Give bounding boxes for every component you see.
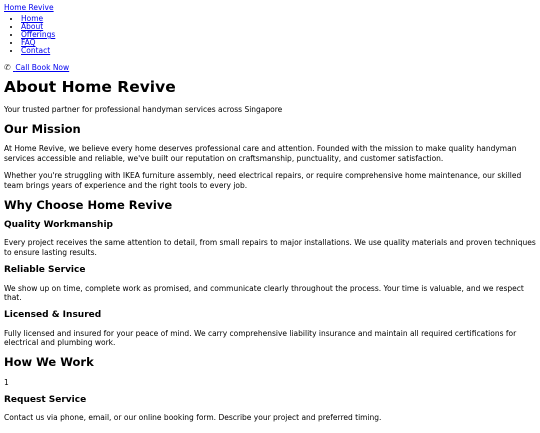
step-number: 1 bbox=[4, 377, 9, 387]
nav-item-offerings bbox=[21, 31, 536, 39]
why-item-title: Licensed & Insured bbox=[4, 310, 102, 321]
nav-link-about[interactable]: About bbox=[21, 22, 44, 31]
step-title: Request Service bbox=[4, 394, 87, 405]
call-book-now-label: Call Book Now bbox=[15, 63, 70, 72]
brand-link[interactable]: Home Revive bbox=[4, 3, 54, 12]
cta-row bbox=[4, 63, 536, 72]
call-book-now-link[interactable] bbox=[4, 63, 69, 72]
nav-link-contact[interactable]: Contact bbox=[21, 46, 51, 55]
nav-item-contact bbox=[21, 47, 536, 55]
why-item-text: Every project receives the same attention to detail, from small repairs to major installations. We use quality materials and proven techniques to ensure lasting results. bbox=[4, 238, 536, 257]
why-item-text: We show up on time, complete work as promised, and communicate clearly throughout the process. Your time is valuable, and we respect that. bbox=[4, 283, 524, 302]
nav-item-faq bbox=[21, 39, 536, 47]
why-item-text: Fully licensed and insured for your peace of mind. We carry comprehensive liability insurance and maintain all required certifications for electrical and plumbing work. bbox=[4, 328, 517, 348]
nav-link-home[interactable]: Home bbox=[21, 14, 44, 23]
page-title: About Home Revive bbox=[4, 78, 176, 96]
why-heading: Why Choose Home Revive bbox=[4, 197, 173, 212]
page-subtitle: Your trusted partner for professional handyman services across Singapore bbox=[4, 104, 283, 114]
why-item-title: Reliable Service bbox=[4, 265, 86, 276]
why-item-title: Quality Workmanship bbox=[4, 220, 113, 231]
site-header bbox=[4, 3, 536, 72]
mission-paragraph-2: Whether you're struggling with IKEA furniture assembly, need electrical repairs, or require comprehensive home maintenance, our skilled team brings years of experience and the right tools to every job. bbox=[4, 171, 522, 190]
nav-item-home bbox=[21, 15, 536, 23]
nav-link-faq[interactable]: FAQ bbox=[21, 38, 36, 47]
nav-link-offerings[interactable]: Offerings bbox=[21, 30, 56, 39]
phone-icon: ✆ bbox=[4, 63, 11, 72]
step-text: Contact us via phone, email, or our online booking form. Describe your project and preferred timing. bbox=[4, 412, 382, 422]
how-heading: How We Work bbox=[4, 355, 94, 370]
main-nav bbox=[4, 15, 536, 55]
mission-heading: Our Mission bbox=[4, 122, 81, 137]
nav-item-about bbox=[21, 23, 536, 31]
mission-paragraph-1: At Home Revive, we believe every home deserves professional care and attention. Founded with the mission to make quality handyman services accessible and reliable, we've built our reputation on craftsmanship, punctuality, and customer satisfaction. bbox=[4, 144, 517, 163]
main-content bbox=[4, 79, 536, 422]
